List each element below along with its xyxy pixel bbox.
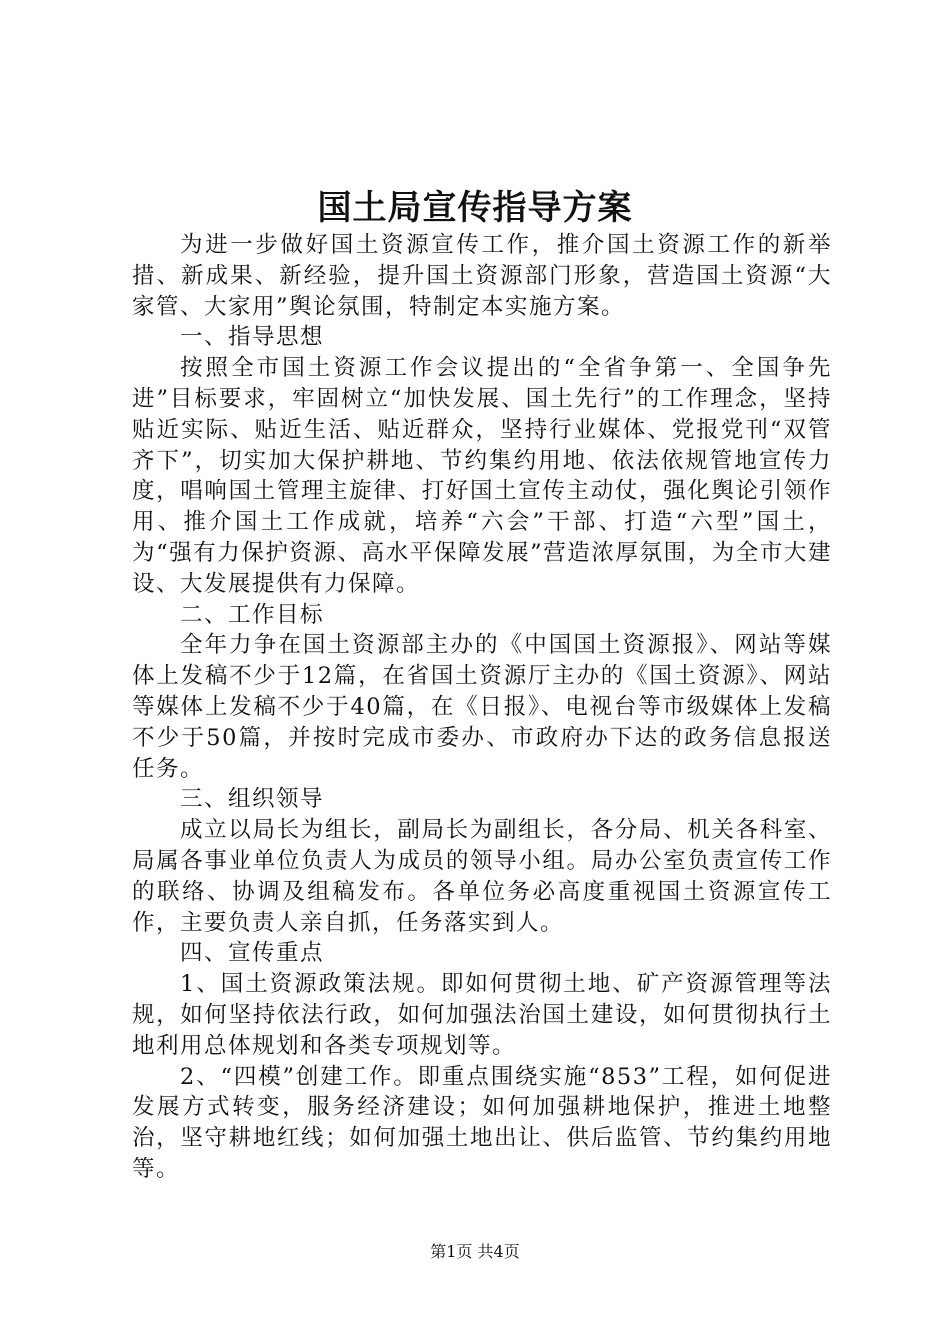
document-body (132, 230, 832, 1185)
section-paragraph: 1、国土资源政策法规。即如何贯彻土地、矿产资源管理等法规，如何坚持依法行政，如何加强法治国土建设，如何贯彻执行土地利用总体规划和各类专项规划等。 (132, 971, 832, 1059)
section-paragraph: 按照全市国土资源工作会议提出的“全省争第一、全国争先进”目标要求，牢固树立“加快发展、国土先行”的工作理念，坚持贴近实际、贴近生活、贴近群众，坚持行业媒体、党报党刊“双管齐下”，切实加大保护耕地、节约集约用地、依法依规管地宣传力度，唱响国土管理主旋律、打好国土宣传主动仗，强化舆论引领作用、推介国土工作成就，培养“六会”干部、打造“六型”国土，为“强有力保护资源、高水平保障发展”营造浓厚氛围，为全市大建设、大发展提供有力保障。 (132, 355, 832, 597)
page-footer: 第1页 共4页 (430, 1242, 520, 1261)
section-heading-organization: 三、组织领导 (180, 786, 325, 813)
document-title: 国土局宣传指导方案 (317, 188, 633, 228)
section-paragraph: 成立以局长为组长，副局长为副组长，各分局、机关各科室、局属各事业单位负责人为成员的领导小组。局办公室负责宣传工作的联络、协调及组稿发布。各单位务必高度重视国土资源宣传工作，主要负责人亲自抓，任务落实到人。 (132, 817, 832, 936)
section-heading-publicity-focus: 四、宣传重点 (180, 940, 325, 967)
intro-paragraph: 为进一步做好国土资源宣传工作，推介国土资源工作的新举措、新成果、新经验，提升国土资源部门形象，营造国土资源“大家管、大家用”舆论氛围，特制定本实施方案。 (132, 232, 832, 320)
section-paragraph: 2、“四模”创建工作。即重点围绕实施“853”工程，如何促进发展方式转变，服务经济建设；如何加强耕地保护，推进土地整治，坚守耕地红线；如何加强土地出让、供后监管、节约集约用地等。 (132, 1063, 832, 1182)
section-heading-guiding-ideology: 一、指导思想 (180, 324, 325, 351)
section-paragraph: 全年力争在国土资源部主办的《中国国土资源报》、网站等媒体上发稿不少于12篇，在省国土资源厅主办的《国土资源》、网站等媒体上发稿不少于40篇，在《日报》、电视台等市级媒体上发稿不少于50篇，并按时完成市委办、市政府办下达的政务信息报送任务。 (132, 632, 832, 782)
section-heading-work-goals: 二、工作目标 (180, 601, 325, 628)
